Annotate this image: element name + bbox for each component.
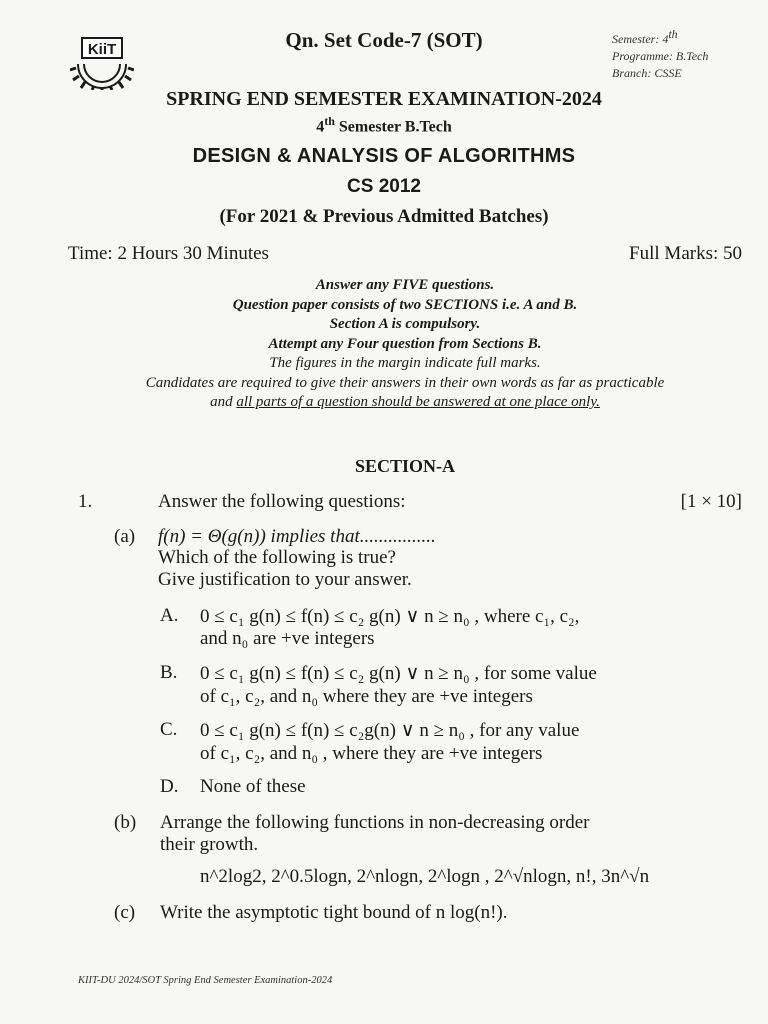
- exam-title: SPRING END SEMESTER EXAMINATION-2024: [166, 88, 602, 110]
- subquestion-text: Give justification to your answer.: [158, 569, 412, 590]
- section-heading: SECTION-A: [354, 456, 456, 476]
- semester-info: Semester: 4th: [612, 27, 678, 46]
- subquestion-label: (c): [114, 902, 136, 923]
- semester-title: 4th Semester B.Tech: [316, 114, 452, 136]
- option-text: of c₁, c₂, and n₀ where they are +ve integers: [200, 686, 533, 707]
- instruction-line: Section A is compulsory.: [329, 316, 481, 332]
- subquestion-text: Which of the following is true?: [158, 547, 396, 568]
- option-text: 0 ≤ c₁ g(n) ≤ f(n) ≤ c₂ g(n) ∨ n ≥ n₀ , where c₁, c₂,: [200, 606, 580, 627]
- function-list: n^2log2, 2^0.5logn, 2^nlogn, 2^logn , 2^√nlogn, n!, 3n^√n: [200, 866, 650, 887]
- question-marks: [1 × 10]: [680, 491, 742, 512]
- instruction-line: Candidates are required to give their answers in their own words as far as practicable: [145, 374, 665, 391]
- question-set-code: Qn. Set Code-7 (SOT): [285, 28, 483, 52]
- option-text: 0 ≤ c₁ g(n) ≤ f(n) ≤ c₂ g(n) ∨ n ≥ n₀ , for some value: [200, 663, 597, 684]
- option-label: C.: [160, 719, 178, 740]
- exam-duration: Time: 2 Hours 30 Minutes: [68, 243, 269, 264]
- branch-info: Branch: CSSE: [612, 66, 682, 80]
- instruction-line: The figures in the margin indicate full marks.: [269, 355, 541, 371]
- subquestion-text: Write the asymptotic tight bound of n log(n!).: [160, 902, 508, 923]
- option-text: of c₁, c₂, and n₀ , where they are +ve integers: [200, 743, 543, 764]
- program-info: [612, 26, 708, 82]
- instructions: [0, 276, 768, 413]
- question-text: Answer the following questions:: [158, 491, 406, 512]
- option-label: A.: [160, 605, 179, 626]
- full-marks: Full Marks: 50: [629, 243, 742, 264]
- instruction-line: Question paper consists of two SECTIONS i.e. A and B.: [232, 296, 578, 313]
- option-label: B.: [160, 662, 178, 683]
- subquestion-text: their growth.: [160, 834, 259, 855]
- question-number: 1.: [78, 491, 93, 512]
- course-code: CS 2012: [347, 176, 421, 197]
- option-text: and n₀ are +ve integers: [200, 628, 375, 649]
- instruction-line: and all parts of a question should be answered at one place only.: [210, 394, 600, 410]
- instruction-line: Answer any FIVE questions.: [315, 277, 495, 293]
- subquestion-label: (a): [114, 526, 136, 547]
- batches-note: (For 2021 & Previous Admitted Batches): [219, 206, 549, 227]
- option-text: 0 ≤ c₁ g(n) ≤ f(n) ≤ c₂g(n) ∨ n ≥ n₀ , for any value: [200, 720, 580, 741]
- subquestion-text: Arrange the following functions in non-decreasing order: [160, 812, 590, 833]
- page-footer: KIIT-DU 2024/SOT Spring End Semester Examination-2024: [78, 975, 333, 986]
- subquestion-text: f(n) = Θ(g(n)) implies that................: [158, 526, 436, 547]
- logo-text: KiiT: [87, 41, 117, 58]
- option-text: None of these: [200, 776, 306, 797]
- programme-info: Programme: B.Tech: [612, 49, 709, 63]
- option-label: D.: [160, 776, 179, 797]
- subquestion-label: (b): [114, 812, 137, 833]
- subject-title: DESIGN & ANALYSIS OF ALGORITHMS: [192, 145, 576, 167]
- instruction-line: Attempt any Four question from Sections B.: [268, 335, 542, 352]
